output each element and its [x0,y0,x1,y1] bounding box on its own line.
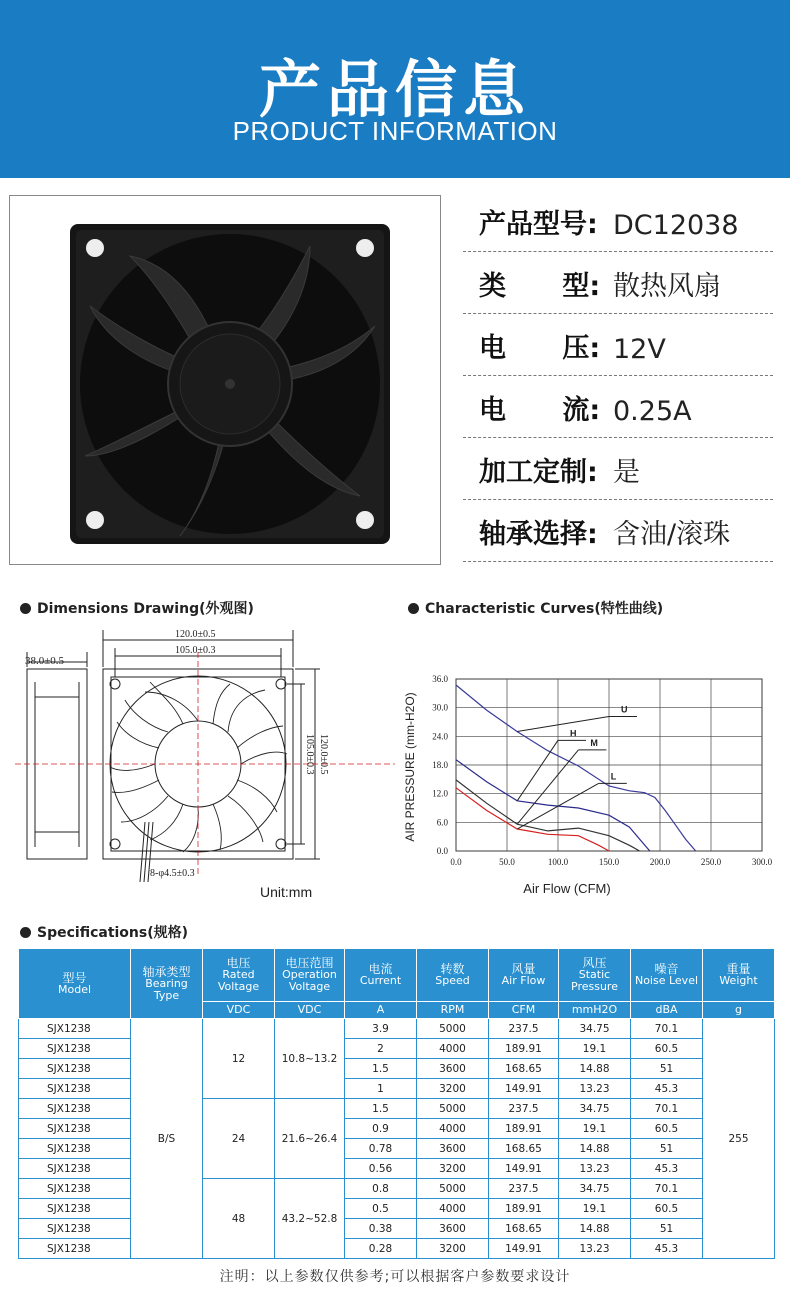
x-axis-label: Air Flow (CFM) [523,881,611,896]
cell-current: 1 [345,1079,417,1099]
bullet-icon [20,603,31,614]
spec-label: 产品型号: [479,209,598,240]
cell-noise: 45.3 [631,1239,703,1259]
product-photo [9,195,441,565]
header-banner [0,0,790,178]
column-unit: A [345,1002,417,1019]
cell-noise: 51 [631,1219,703,1239]
cell-airflow: 237.5 [489,1179,559,1199]
column-header [631,949,703,1002]
column-unit: dBA [631,1002,703,1019]
cell-model: SJX1238 [19,1039,131,1059]
cell-speed: 3200 [417,1159,489,1179]
cell-airflow: 149.91 [489,1239,559,1259]
dim-height-outer: 120.0±0.5 [318,734,329,775]
x-tick-label: 300.0 [751,857,773,867]
column-header-zh: 风压 [582,956,607,970]
dimensions-heading [20,598,254,618]
series-pointer [517,740,558,801]
cell-model: SJX1238 [19,1099,131,1119]
column-header-en: Weight [719,974,758,987]
cell-pressure: 34.75 [559,1019,631,1039]
x-tick-label: 250.0 [700,857,722,867]
cell-pressure: 13.23 [559,1239,631,1259]
cell-current: 0.38 [345,1219,417,1239]
y-tick-label: 30.0 [432,702,448,713]
spec-label: 电 压: [479,333,601,364]
dimensions-heading-text: Dimensions Drawing(外观图) [37,601,254,617]
y-axis-label: AIR PRESSURE (mm-H2O) [403,692,417,842]
cell-speed: 3200 [417,1239,489,1259]
spec-label: 类 型: [479,271,601,302]
cell-pressure: 14.88 [559,1059,631,1079]
specifications-heading [20,922,188,942]
column-header-zh: 噪音 [654,962,679,976]
cell-airflow: 168.65 [489,1139,559,1159]
cell-noise: 70.1 [631,1179,703,1199]
cell-current: 0.56 [345,1159,417,1179]
spec-label: 加工定制: [479,457,598,488]
y-tick-label: 6.0 [436,817,448,828]
series-label-l: L [610,771,617,782]
column-header-zh: 电压范围 [285,956,334,970]
cell-speed: 3600 [417,1139,489,1159]
dimensions-drawing [15,622,395,907]
cell-model: SJX1238 [19,1119,131,1139]
dim-width-outer: 120.0±0.5 [175,629,216,640]
dim-width-inner: 105.0±0.3 [175,645,216,656]
column-header [417,949,489,1002]
x-tick-label: 0.0 [450,857,462,867]
cell-airflow: 168.65 [489,1219,559,1239]
table-row [19,1019,775,1039]
spec-row-voltage [463,314,773,376]
series-pointer [517,716,609,731]
cell-noise: 60.5 [631,1199,703,1219]
column-header-en: Bearing Type [145,976,188,1002]
cell-speed: 3600 [417,1219,489,1239]
column-header [559,949,631,1002]
cell-noise: 45.3 [631,1079,703,1099]
cell-voltage: 12 [203,1019,275,1099]
spec-value: 12V [613,334,666,365]
cell-model: SJX1238 [19,1239,131,1259]
page-subtitle: PRODUCT INFORMATION [232,116,558,146]
cell-noise: 51 [631,1139,703,1159]
cell-airflow: 168.65 [489,1059,559,1079]
cell-voltage-range: 21.6~26.4 [275,1099,345,1179]
column-header [703,949,775,1002]
spec-row-current [463,376,773,438]
spec-label: 轴承选择: [479,519,598,550]
cell-pressure: 19.1 [559,1039,631,1059]
cell-noise: 51 [631,1059,703,1079]
cell-speed: 5000 [417,1179,489,1199]
cell-model: SJX1238 [19,1139,131,1159]
cell-current: 0.5 [345,1199,417,1219]
series-label-h: H [570,728,577,739]
cell-speed: 3200 [417,1079,489,1099]
dim-depth: 38.0±0.5 [25,655,65,667]
cell-pressure: 13.23 [559,1159,631,1179]
column-header-zh: 重量 [726,962,751,976]
y-tick-label: 36.0 [432,674,448,684]
column-unit: CFM [489,1002,559,1019]
column-header-en: Model [57,982,92,996]
cell-current: 3.9 [345,1019,417,1039]
column-header [203,949,275,1002]
page-title: 产品信息 [258,53,531,126]
spec-value: 是 [613,457,640,488]
curves-heading-text: Characteristic Curves(特性曲线) [425,601,664,617]
column-header-en: Rated Voltage [217,968,260,993]
series-line-m [456,780,640,851]
y-tick-label: 18.0 [432,760,448,770]
cell-airflow: 237.5 [489,1019,559,1039]
column-header-en: Air Flow [501,974,546,987]
specifications-table [18,948,774,1259]
cell-bearing: B/S [131,1019,203,1259]
cell-speed: 4000 [417,1199,489,1219]
y-tick-label: 24.0 [432,731,448,742]
cell-model: SJX1238 [19,1059,131,1079]
cell-model: SJX1238 [19,1159,131,1179]
column-header-zh: 转数 [440,962,465,976]
cell-speed: 4000 [417,1039,489,1059]
column-unit: RPM [417,1002,489,1019]
specifications-heading-text: Specifications(规格) [37,925,189,941]
cell-airflow: 189.91 [489,1199,559,1219]
cell-current: 0.78 [345,1139,417,1159]
cell-noise: 70.1 [631,1099,703,1119]
cell-current: 1.5 [345,1099,417,1119]
spec-value: 散热风扇 [613,271,721,302]
cell-current: 0.9 [345,1119,417,1139]
dim-hole: 8-φ4.5±0.3 [150,868,195,879]
column-header [345,949,417,1002]
cell-pressure: 34.75 [559,1099,631,1119]
column-header [489,949,559,1002]
cell-model: SJX1238 [19,1079,131,1099]
column-header [19,949,131,1019]
cell-pressure: 13.23 [559,1079,631,1099]
column-header [275,949,345,1002]
cell-voltage: 24 [203,1099,275,1179]
cell-model: SJX1238 [19,1219,131,1239]
cell-airflow: 189.91 [489,1039,559,1059]
column-header-en: Current [359,974,402,987]
column-header-zh: 风量 [511,962,536,976]
table-header-row [19,949,775,1002]
bullet-icon [408,603,419,614]
x-tick-label: 200.0 [649,857,671,867]
cell-airflow: 189.91 [489,1119,559,1139]
spec-row-type [463,252,773,314]
cell-voltage: 48 [203,1179,275,1259]
x-tick-label: 100.0 [547,857,569,867]
cell-current: 1.5 [345,1059,417,1079]
x-tick-label: 150.0 [598,857,620,867]
y-tick-label: 0.0 [436,846,448,856]
column-unit: g [703,1002,775,1019]
column-header-en: Speed [435,974,470,987]
column-header-zh: 电流 [368,962,393,976]
cell-pressure: 14.88 [559,1139,631,1159]
cell-current: 2 [345,1039,417,1059]
cell-pressure: 14.88 [559,1219,631,1239]
cell-model: SJX1238 [19,1179,131,1199]
y-tick-label: 12.0 [432,788,448,799]
column-header-zh: 电压 [226,956,251,970]
column-unit: VDC [275,1002,345,1019]
column-header-zh: 轴承类型 [142,964,191,979]
cell-model: SJX1238 [19,1019,131,1039]
characteristic-chart [400,655,780,905]
spec-value: 0.25A [613,396,692,427]
fan-image [10,196,440,564]
cell-model: SJX1238 [19,1199,131,1219]
cell-current: 0.8 [345,1179,417,1199]
spec-value: DC12038 [613,210,739,241]
column-unit: mmH2O [559,1002,631,1019]
cell-pressure: 19.1 [559,1199,631,1219]
spec-row-bearing [463,500,773,562]
cell-voltage-range: 10.8~13.2 [275,1019,345,1099]
cell-speed: 5000 [417,1099,489,1119]
spec-label: 电 流: [479,395,601,426]
cell-speed: 4000 [417,1119,489,1139]
x-tick-label: 50.0 [499,857,515,867]
bullet-icon [20,927,31,938]
column-header [131,949,203,1019]
series-line-h [456,760,650,851]
cell-weight: 255 [703,1019,775,1259]
spec-value: 含油/滚珠 [613,519,731,550]
column-header-en: Noise Level [634,974,699,987]
cell-airflow: 149.91 [489,1159,559,1179]
cell-voltage-range: 43.2~52.8 [275,1179,345,1259]
dim-height-inner: 105.0±0.3 [304,734,315,775]
cell-noise: 60.5 [631,1039,703,1059]
series-label-m: M [590,737,598,748]
cell-pressure: 19.1 [559,1119,631,1139]
unit-label: Unit:mm [260,884,313,900]
column-header-zh: 型号 [62,970,87,985]
series-label-u: U [621,704,628,715]
footnote: 注明：以上参数仅供参考;可以根据客户参数要求设计 [219,1269,571,1285]
cell-noise: 70.1 [631,1019,703,1039]
cell-speed: 5000 [417,1019,489,1039]
cell-pressure: 34.75 [559,1179,631,1199]
column-header-en: Static Pressure [571,968,618,993]
column-header-en: Operation Voltage [282,968,337,993]
column-unit: VDC [203,1002,275,1019]
curves-heading [408,598,663,618]
cell-speed: 3600 [417,1059,489,1079]
cell-noise: 45.3 [631,1159,703,1179]
cell-airflow: 149.91 [489,1079,559,1099]
spec-row-model [463,190,773,252]
spec-row-custom [463,438,773,500]
cell-airflow: 237.5 [489,1099,559,1119]
cell-current: 0.28 [345,1239,417,1259]
cell-noise: 60.5 [631,1119,703,1139]
